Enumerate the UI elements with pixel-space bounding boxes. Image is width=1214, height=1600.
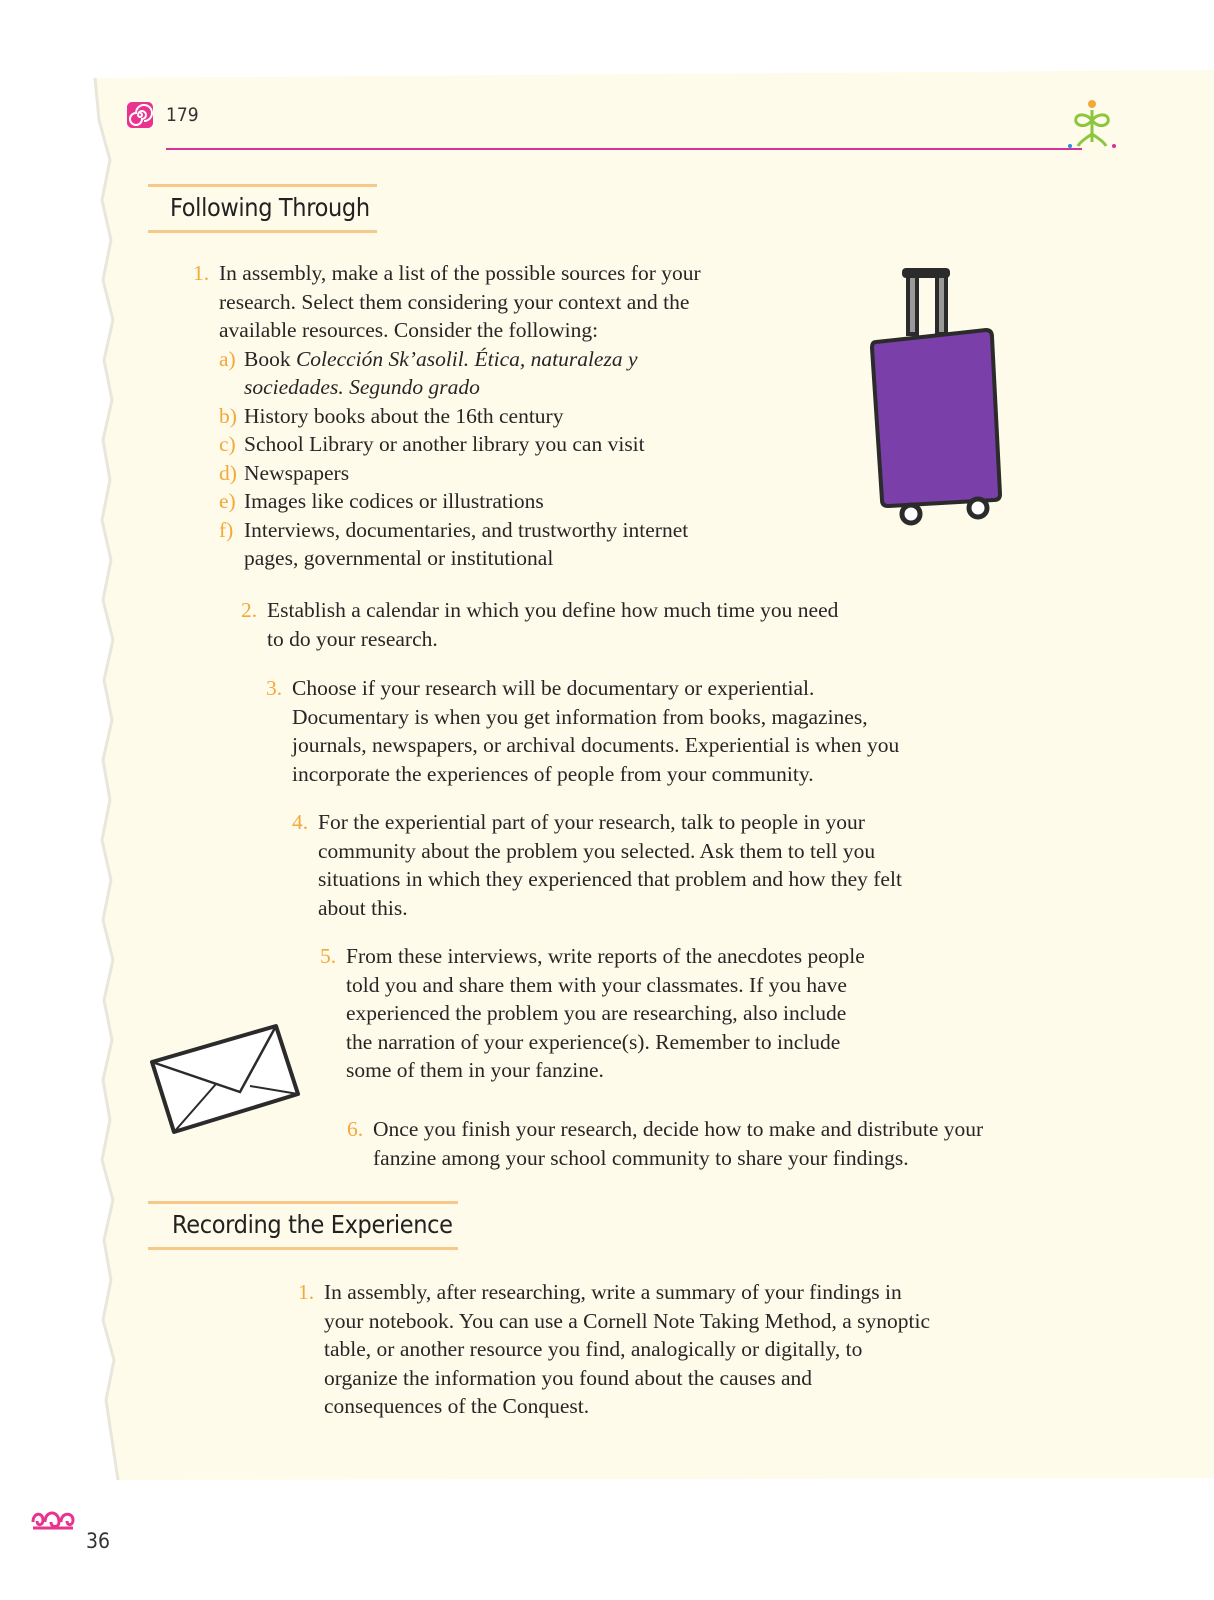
item-text: In assembly, make a list of the possible sources for your research. Select them considering your context and the available resources. Consider the following: xyxy=(219,261,701,342)
sub-item-text: Interviews, documentaries, and trustworthy internet pages, governmental or institutional xyxy=(244,517,689,570)
item-text: Choose if your research will be documentary or experiential. Documentary is when you get information from books, magazines, journals, newspapers, or archival documents. Experiential is when you incorporate the experiences of people from your community. xyxy=(292,676,900,786)
sub-item-text: Newspapers xyxy=(244,460,350,485)
list-item-4 xyxy=(292,808,908,922)
sub-item-letter: e) xyxy=(219,489,236,513)
section-rule-top xyxy=(148,184,377,187)
sub-item-letter: f) xyxy=(219,517,234,542)
envelope-icon xyxy=(146,1018,306,1140)
item-text: Establish a calendar in which you define how much time you need to do your research. xyxy=(267,598,839,651)
item-text: In assembly, after researching, write a summary of your findings in your notebook. You can use a Cornell Note Taking Method, a synoptic table, or another resource you find, analogically or digitally, to organize the information you found about the causes and consequences of the Conquest. xyxy=(324,1280,930,1418)
list-item-2 xyxy=(241,596,842,653)
footer-ornament-icon xyxy=(30,1506,76,1532)
section-title-following-through: Following Through xyxy=(170,193,370,222)
item-number: 1. xyxy=(193,261,210,285)
sub-item-letter: c) xyxy=(219,432,236,456)
header-rule xyxy=(166,148,1082,150)
sub-item-letter: a) xyxy=(219,346,236,371)
item-number: 3. xyxy=(266,676,283,700)
book-title: Colección Sk’asolil. Ética, naturaleza y sociedades. Segundo grado xyxy=(244,346,638,399)
sub-item-b xyxy=(219,402,739,431)
sub-item-text: School Library or another library you can visit xyxy=(244,432,645,456)
sub-item-letter: d) xyxy=(219,460,237,485)
list-item-5 xyxy=(320,942,876,1085)
section-rule-bottom xyxy=(148,1247,458,1250)
section-title-recording-the-experience: Recording the Experience xyxy=(172,1210,453,1239)
list-item-recording-1 xyxy=(298,1278,934,1421)
sub-item-prefix: Book xyxy=(244,346,296,371)
section-rule-bottom xyxy=(148,230,377,233)
list-item-3 xyxy=(266,674,922,788)
item-number: 4. xyxy=(292,810,309,834)
sub-item-d xyxy=(219,459,739,488)
sub-item-e xyxy=(219,487,739,516)
section-rule-top xyxy=(148,1201,458,1204)
sub-item-text: History books about the 16th century xyxy=(244,403,564,428)
leaf-figure-icon xyxy=(1066,98,1118,150)
sub-item-a xyxy=(219,345,739,402)
header-page-ref: 179 xyxy=(166,104,199,126)
spiral-glyph-icon xyxy=(126,101,154,129)
sub-item-letter: b) xyxy=(219,403,237,428)
page-number: 36 xyxy=(86,1529,111,1553)
list-item-1 xyxy=(193,259,739,573)
item-number: 5. xyxy=(320,944,337,968)
item-text: Once you finish your research, decide how to make and distribute your fanzine among your school community to share your findings. xyxy=(373,1117,984,1170)
list-item-6 xyxy=(347,1115,1013,1172)
item-text: For the experiential part of your research, talk to people in your community about the problem you selected. Ask them to tell you situations in which they experienced that problem and how they felt about this. xyxy=(318,810,902,920)
sub-item-text: Images like codices or illustrations xyxy=(244,489,544,513)
item-number: 6. xyxy=(347,1117,364,1141)
item-text: From these interviews, write reports of the anecdotes people told you and share them with your classmates. If you have experienced the problem you are researching, also include the narration of your experience(s). Remember to include some of them in your fanzine. xyxy=(346,944,865,1082)
item-number: 2. xyxy=(241,598,258,622)
sub-item-f xyxy=(219,516,739,573)
item-number: 1. xyxy=(298,1280,315,1304)
sub-item-c xyxy=(219,430,739,459)
suitcase-icon xyxy=(864,262,1010,526)
